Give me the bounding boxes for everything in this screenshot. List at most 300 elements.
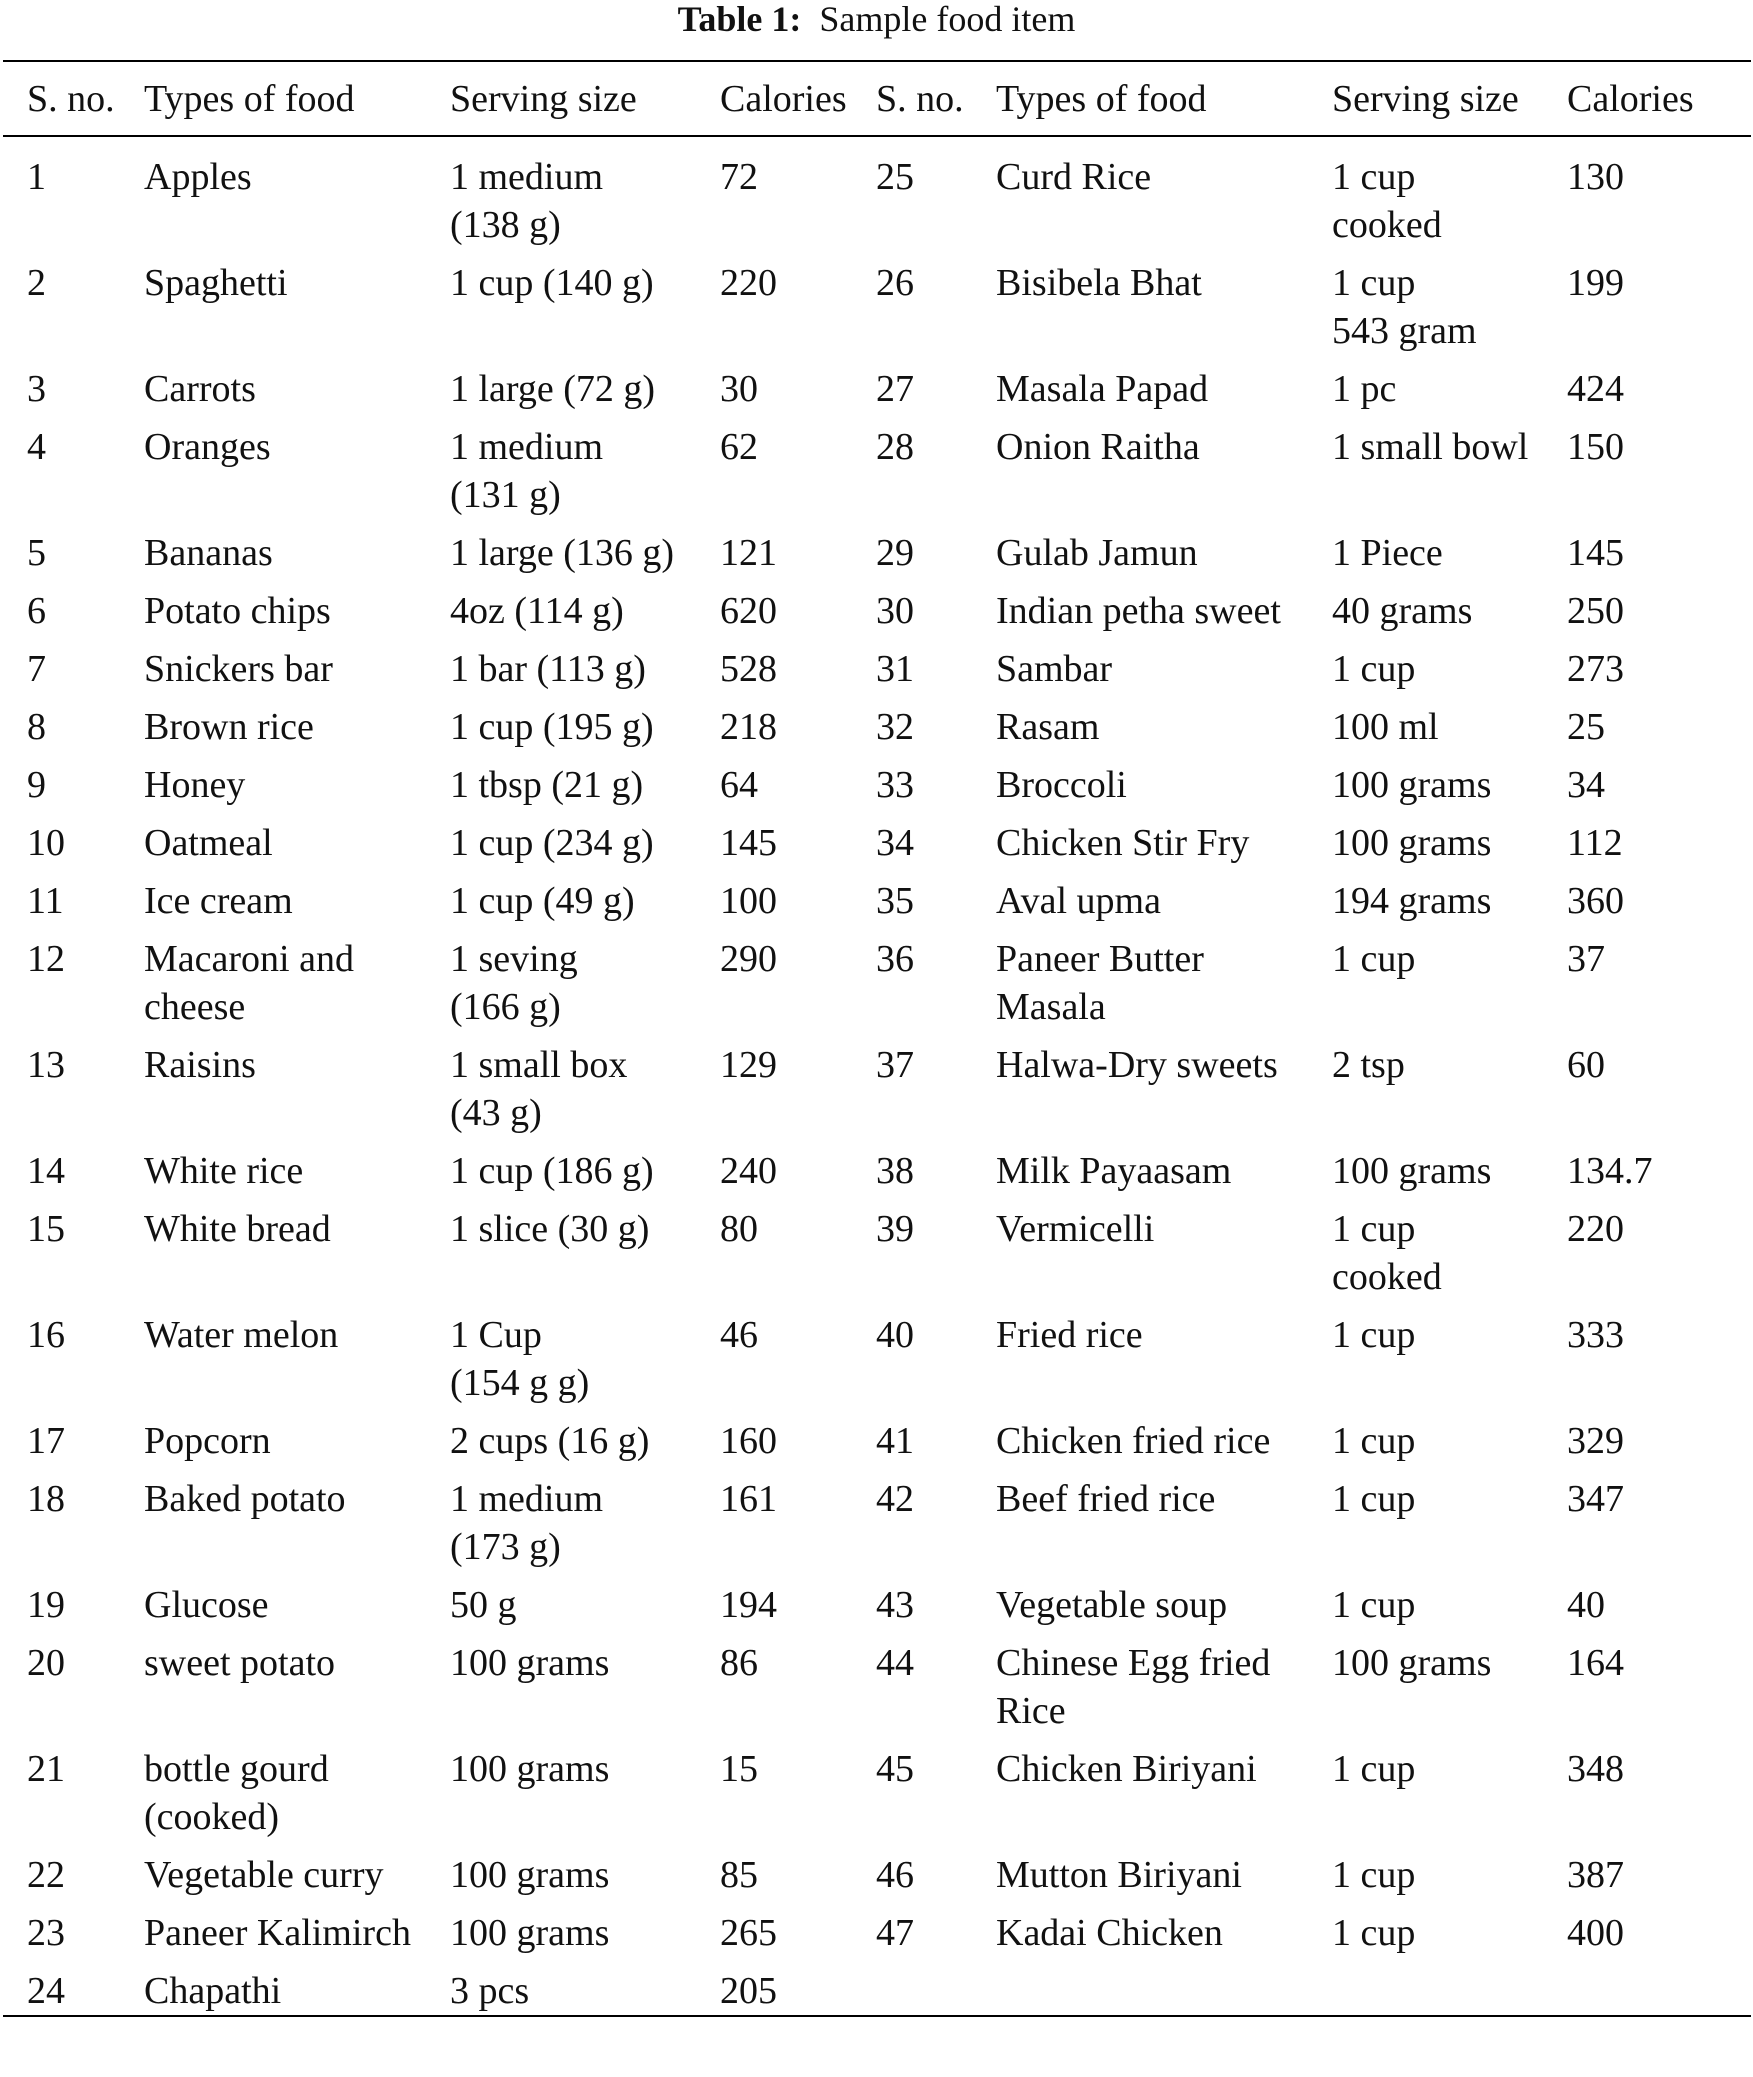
cell-line: 30 bbox=[720, 368, 758, 410]
cell-food-2 bbox=[972, 413, 1308, 519]
cell-line: 46 bbox=[876, 1854, 914, 1896]
cell-line: 14 bbox=[27, 1150, 65, 1192]
cell-calories-2 bbox=[1543, 1195, 1751, 1301]
cell-line: 2 tsp bbox=[1332, 1044, 1405, 1086]
cell-line: Paneer Butter bbox=[996, 938, 1204, 980]
cell-serving bbox=[426, 577, 696, 635]
cell-line: Popcorn bbox=[144, 1420, 271, 1462]
cell-line: 40 bbox=[1567, 1584, 1605, 1626]
cell-food bbox=[120, 1195, 426, 1301]
cell-sno bbox=[3, 413, 120, 519]
cell-calories-2 bbox=[1543, 577, 1751, 635]
cell-line: 85 bbox=[720, 1854, 758, 1896]
cell-line: 20 bbox=[27, 1642, 65, 1684]
cell-sno-2 bbox=[852, 1301, 972, 1407]
cell-sno-2 bbox=[852, 1841, 972, 1899]
cell-line: Aval upma bbox=[996, 880, 1161, 922]
cell-line: 1 cup bbox=[1332, 938, 1416, 980]
cell-line: 16 bbox=[27, 1314, 65, 1356]
cell-line: Vegetable soup bbox=[996, 1584, 1228, 1626]
table-row bbox=[3, 1629, 1751, 1735]
cell-calories bbox=[696, 1735, 852, 1841]
cell-calories bbox=[696, 413, 852, 519]
cell-calories-2 bbox=[1543, 693, 1751, 751]
cell-line: Vegetable curry bbox=[144, 1854, 384, 1896]
cell-line: 1 pc bbox=[1332, 368, 1397, 410]
cell-sno bbox=[3, 1957, 120, 2016]
cell-calories bbox=[696, 1465, 852, 1571]
cell-line: 1 medium bbox=[450, 1478, 604, 1520]
cell-line: 1 seving bbox=[450, 938, 578, 980]
header-serving: Serving size bbox=[450, 77, 637, 120]
cell-line: Halwa-Dry sweets bbox=[996, 1044, 1278, 1086]
cell-line: 1 cup bbox=[1332, 1584, 1416, 1626]
cell-calories bbox=[696, 577, 852, 635]
cell-calories-2 bbox=[1543, 413, 1751, 519]
cell-serving-2 bbox=[1308, 519, 1543, 577]
cell-line: 348 bbox=[1567, 1748, 1624, 1790]
cell-line: 1 cup (140 g) bbox=[450, 262, 654, 304]
cell-food-2 bbox=[972, 809, 1308, 867]
cell-serving-2 bbox=[1308, 693, 1543, 751]
cell-serving bbox=[426, 136, 696, 249]
cell-line: Milk Payaasam bbox=[996, 1150, 1232, 1192]
cell-line: (cooked) bbox=[144, 1796, 280, 1838]
cell-calories bbox=[696, 635, 852, 693]
cell-line: 1 small bowl bbox=[1332, 426, 1529, 468]
cell-calories-2 bbox=[1543, 1465, 1751, 1571]
cell-line: 7 bbox=[27, 648, 46, 690]
cell-line: 64 bbox=[720, 764, 758, 806]
cell-line: (154 g g) bbox=[450, 1362, 590, 1404]
cell-line: 86 bbox=[720, 1642, 758, 1684]
cell-line: Rice bbox=[996, 1690, 1066, 1732]
cell-line: 164 bbox=[1567, 1642, 1624, 1684]
cell-serving bbox=[426, 693, 696, 751]
cell-serving bbox=[426, 1301, 696, 1407]
table-row bbox=[3, 1407, 1751, 1465]
cell-line: 100 grams bbox=[450, 1748, 610, 1790]
cell-serving-2 bbox=[1308, 751, 1543, 809]
cell-food-2 bbox=[972, 1301, 1308, 1407]
table-row bbox=[3, 1031, 1751, 1137]
cell-sno bbox=[3, 519, 120, 577]
cell-food bbox=[120, 1899, 426, 1957]
cell-calories-2 bbox=[1543, 1629, 1751, 1735]
food-table bbox=[3, 60, 1751, 2017]
cell-food bbox=[120, 867, 426, 925]
cell-sno-2 bbox=[852, 136, 972, 249]
cell-line: 36 bbox=[876, 938, 914, 980]
cell-serving-2 bbox=[1308, 1137, 1543, 1195]
cell-calories-2 bbox=[1543, 925, 1751, 1031]
cell-sno bbox=[3, 1407, 120, 1465]
cell-food-2 bbox=[972, 577, 1308, 635]
cell-calories bbox=[696, 693, 852, 751]
cell-line: 15 bbox=[720, 1748, 758, 1790]
cell-line: Bisibela Bhat bbox=[996, 262, 1202, 304]
cell-line: Apples bbox=[144, 156, 252, 198]
cell-calories-2 bbox=[1543, 1031, 1751, 1137]
cell-line: 37 bbox=[876, 1044, 914, 1086]
cell-calories-2 bbox=[1543, 1137, 1751, 1195]
table-row bbox=[3, 249, 1751, 355]
cell-line: 21 bbox=[27, 1748, 65, 1790]
cell-line: 72 bbox=[720, 156, 758, 198]
cell-line: 100 grams bbox=[1332, 764, 1492, 806]
cell-line: Chicken fried rice bbox=[996, 1420, 1271, 1462]
cell-sno-2 bbox=[852, 1465, 972, 1571]
cell-calories bbox=[696, 1571, 852, 1629]
header-serving-2: Serving size bbox=[1332, 77, 1519, 120]
cell-line: Glucose bbox=[144, 1584, 269, 1626]
cell-line: 1 large (72 g) bbox=[450, 368, 656, 410]
cell-serving-2 bbox=[1308, 1031, 1543, 1137]
cell-line: Chicken Stir Fry bbox=[996, 822, 1250, 864]
cell-line: 34 bbox=[876, 822, 914, 864]
cell-line: Indian petha sweet bbox=[996, 590, 1281, 632]
cell-line: Baked potato bbox=[144, 1478, 346, 1520]
cell-line: 6 bbox=[27, 590, 46, 632]
cell-line: 1 cup bbox=[1332, 1478, 1416, 1520]
cell-line: Oranges bbox=[144, 426, 271, 468]
cell-line: cooked bbox=[1332, 204, 1442, 246]
table-row bbox=[3, 925, 1751, 1031]
cell-line: Honey bbox=[144, 764, 246, 806]
cell-food-2 bbox=[972, 136, 1308, 249]
cell-line: 35 bbox=[876, 880, 914, 922]
cell-sno-2 bbox=[852, 1735, 972, 1841]
cell-line: 47 bbox=[876, 1912, 914, 1954]
table-row bbox=[3, 1571, 1751, 1629]
cell-food-2 bbox=[972, 1407, 1308, 1465]
cell-sno bbox=[3, 925, 120, 1031]
cell-serving-2 bbox=[1308, 577, 1543, 635]
cell-food bbox=[120, 519, 426, 577]
cell-line: 26 bbox=[876, 262, 914, 304]
cell-food-2 bbox=[972, 635, 1308, 693]
cell-food bbox=[120, 809, 426, 867]
cell-sno-2 bbox=[852, 1571, 972, 1629]
cell-line: 240 bbox=[720, 1150, 777, 1192]
cell-sno-2 bbox=[852, 925, 972, 1031]
cell-line: Spaghetti bbox=[144, 262, 288, 304]
cell-serving bbox=[426, 1195, 696, 1301]
cell-line: 1 slice (30 g) bbox=[450, 1208, 650, 1250]
cell-line: 62 bbox=[720, 426, 758, 468]
cell-food bbox=[120, 925, 426, 1031]
cell-line: Oatmeal bbox=[144, 822, 273, 864]
caption-label: Table 1: bbox=[677, 0, 802, 39]
cell-line: 528 bbox=[720, 648, 777, 690]
cell-line: 11 bbox=[27, 880, 64, 922]
cell-line: 112 bbox=[1567, 822, 1623, 864]
cell-serving bbox=[426, 1629, 696, 1735]
cell-serving-2 bbox=[1308, 867, 1543, 925]
table-row bbox=[3, 1899, 1751, 1957]
cell-sno bbox=[3, 635, 120, 693]
cell-food bbox=[120, 1957, 426, 2016]
cell-food-2 bbox=[972, 751, 1308, 809]
cell-sno bbox=[3, 1301, 120, 1407]
cell-food bbox=[120, 355, 426, 413]
cell-serving bbox=[426, 1571, 696, 1629]
table-body bbox=[3, 136, 1751, 2016]
cell-line: 333 bbox=[1567, 1314, 1624, 1356]
cell-calories-2 bbox=[1543, 136, 1751, 249]
cell-food-2 bbox=[972, 925, 1308, 1031]
cell-calories bbox=[696, 1301, 852, 1407]
cell-line: Beef fried rice bbox=[996, 1478, 1216, 1520]
cell-line: 160 bbox=[720, 1420, 777, 1462]
cell-food bbox=[120, 413, 426, 519]
cell-food-2 bbox=[972, 1841, 1308, 1899]
cell-serving bbox=[426, 809, 696, 867]
cell-food bbox=[120, 1571, 426, 1629]
cell-line: 27 bbox=[876, 368, 914, 410]
cell-line: 12 bbox=[27, 938, 65, 980]
cell-sno-2 bbox=[852, 751, 972, 809]
table-row bbox=[3, 1137, 1751, 1195]
cell-line: Chapathi bbox=[144, 1970, 282, 2012]
cell-line: 30 bbox=[876, 590, 914, 632]
cell-line: 1 medium bbox=[450, 156, 604, 198]
cell-food bbox=[120, 751, 426, 809]
cell-line: Sambar bbox=[996, 648, 1113, 690]
cell-sno bbox=[3, 577, 120, 635]
cell-food bbox=[120, 136, 426, 249]
cell-calories-2 bbox=[1543, 519, 1751, 577]
cell-line: 22 bbox=[27, 1854, 65, 1896]
cell-food-2 bbox=[972, 1629, 1308, 1735]
cell-calories bbox=[696, 1031, 852, 1137]
cell-line: 29 bbox=[876, 532, 914, 574]
cell-calories-2 bbox=[1543, 867, 1751, 925]
cell-serving bbox=[426, 867, 696, 925]
table-row bbox=[3, 867, 1751, 925]
cell-sno bbox=[3, 1031, 120, 1137]
table-row bbox=[3, 519, 1751, 577]
header-calories: Calories bbox=[720, 77, 847, 120]
cell-line: 1 cup bbox=[1332, 1314, 1416, 1356]
cell-food-2 bbox=[972, 1957, 1308, 2016]
cell-serving-2 bbox=[1308, 1407, 1543, 1465]
cell-calories bbox=[696, 751, 852, 809]
cell-sno-2 bbox=[852, 1957, 972, 2016]
cell-line: 45 bbox=[876, 1748, 914, 1790]
cell-line: 121 bbox=[720, 532, 777, 574]
cell-calories bbox=[696, 1841, 852, 1899]
cell-line: 4oz (114 g) bbox=[450, 590, 624, 632]
cell-sno bbox=[3, 1735, 120, 1841]
cell-line: 265 bbox=[720, 1912, 777, 1954]
cell-line: Bananas bbox=[144, 532, 273, 574]
cell-sno bbox=[3, 136, 120, 249]
cell-calories-2 bbox=[1543, 1957, 1751, 2016]
cell-line: 1 large (136 g) bbox=[450, 532, 675, 574]
cell-food bbox=[120, 1629, 426, 1735]
cell-line: Masala bbox=[996, 986, 1106, 1028]
cell-food-2 bbox=[972, 1031, 1308, 1137]
cell-calories bbox=[696, 1957, 852, 2016]
cell-sno bbox=[3, 355, 120, 413]
cell-calories-2 bbox=[1543, 1571, 1751, 1629]
cell-line: 100 grams bbox=[450, 1854, 610, 1896]
cell-line: 273 bbox=[1567, 648, 1624, 690]
cell-serving-2 bbox=[1308, 1899, 1543, 1957]
cell-food-2 bbox=[972, 1195, 1308, 1301]
table-row bbox=[3, 1195, 1751, 1301]
cell-line: 100 grams bbox=[450, 1642, 610, 1684]
cell-food-2 bbox=[972, 1465, 1308, 1571]
cell-serving bbox=[426, 1735, 696, 1841]
table-row bbox=[3, 355, 1751, 413]
cell-food bbox=[120, 577, 426, 635]
cell-line: 40 grams bbox=[1332, 590, 1473, 632]
cell-calories-2 bbox=[1543, 809, 1751, 867]
cell-calories-2 bbox=[1543, 1735, 1751, 1841]
cell-serving-2 bbox=[1308, 1735, 1543, 1841]
cell-line: 25 bbox=[876, 156, 914, 198]
cell-line: Ice cream bbox=[144, 880, 293, 922]
cell-calories bbox=[696, 136, 852, 249]
cell-line: sweet potato bbox=[144, 1642, 336, 1684]
cell-line: 2 bbox=[27, 262, 46, 304]
cell-line: 44 bbox=[876, 1642, 914, 1684]
cell-line: 134.7 bbox=[1567, 1150, 1653, 1192]
cell-line: White bread bbox=[144, 1208, 331, 1250]
cell-serving bbox=[426, 1899, 696, 1957]
cell-line: Masala Papad bbox=[996, 368, 1209, 410]
cell-line: 1 cup bbox=[1332, 1912, 1416, 1954]
cell-food bbox=[120, 635, 426, 693]
cell-sno-2 bbox=[852, 249, 972, 355]
cell-serving-2 bbox=[1308, 1465, 1543, 1571]
cell-food bbox=[120, 1301, 426, 1407]
cell-sno bbox=[3, 1841, 120, 1899]
cell-line: 40 bbox=[876, 1314, 914, 1356]
cell-line: 4 bbox=[27, 426, 46, 468]
cell-line: 1 Cup bbox=[450, 1314, 542, 1356]
cell-food-2 bbox=[972, 249, 1308, 355]
cell-line: 220 bbox=[1567, 1208, 1624, 1250]
cell-line: 32 bbox=[876, 706, 914, 748]
cell-line: Kadai Chicken bbox=[996, 1912, 1223, 1954]
cell-line: (43 g) bbox=[450, 1092, 542, 1134]
cell-line: 130 bbox=[1567, 156, 1624, 198]
cell-line: cooked bbox=[1332, 1256, 1442, 1298]
table-row bbox=[3, 751, 1751, 809]
cell-line: 194 bbox=[720, 1584, 777, 1626]
cell-serving bbox=[426, 1031, 696, 1137]
cell-line: 3 pcs bbox=[450, 1970, 530, 2012]
table-row bbox=[3, 577, 1751, 635]
cell-line: 347 bbox=[1567, 1478, 1624, 1520]
cell-food-2 bbox=[972, 867, 1308, 925]
cell-serving bbox=[426, 249, 696, 355]
table-caption bbox=[0, 0, 1753, 38]
cell-serving bbox=[426, 1407, 696, 1465]
cell-line: bottle gourd bbox=[144, 1748, 329, 1790]
cell-food bbox=[120, 693, 426, 751]
cell-line: 18 bbox=[27, 1478, 65, 1520]
table-row bbox=[3, 1841, 1751, 1899]
cell-line: 42 bbox=[876, 1478, 914, 1520]
cell-serving-2 bbox=[1308, 1195, 1543, 1301]
cell-line: 360 bbox=[1567, 880, 1624, 922]
cell-line: 41 bbox=[876, 1420, 914, 1462]
cell-line: 145 bbox=[1567, 532, 1624, 574]
cell-line: Potato chips bbox=[144, 590, 331, 632]
cell-line: 1 cup (186 g) bbox=[450, 1150, 654, 1192]
cell-serving bbox=[426, 1957, 696, 2016]
cell-line: (166 g) bbox=[450, 986, 561, 1028]
cell-food bbox=[120, 1137, 426, 1195]
cell-line: Snickers bar bbox=[144, 648, 333, 690]
cell-line: Fried rice bbox=[996, 1314, 1143, 1356]
cell-serving-2 bbox=[1308, 1957, 1543, 2016]
cell-line: 3 bbox=[27, 368, 46, 410]
cell-sno bbox=[3, 1465, 120, 1571]
cell-line: 1 Piece bbox=[1332, 532, 1443, 574]
cell-calories-2 bbox=[1543, 1301, 1751, 1407]
cell-sno-2 bbox=[852, 693, 972, 751]
cell-calories-2 bbox=[1543, 1407, 1751, 1465]
cell-line: Brown rice bbox=[144, 706, 314, 748]
cell-sno bbox=[3, 751, 120, 809]
cell-calories bbox=[696, 1629, 852, 1735]
cell-line: 9 bbox=[27, 764, 46, 806]
cell-sno bbox=[3, 693, 120, 751]
cell-line: 620 bbox=[720, 590, 777, 632]
table-row bbox=[3, 1301, 1751, 1407]
cell-line: 205 bbox=[720, 1970, 777, 2012]
cell-line: Water melon bbox=[144, 1314, 339, 1356]
cell-sno-2 bbox=[852, 635, 972, 693]
cell-serving bbox=[426, 925, 696, 1031]
cell-food-2 bbox=[972, 519, 1308, 577]
cell-food-2 bbox=[972, 355, 1308, 413]
cell-calories bbox=[696, 867, 852, 925]
header-food: Types of food bbox=[144, 77, 355, 120]
cell-serving-2 bbox=[1308, 1571, 1543, 1629]
cell-line: 145 bbox=[720, 822, 777, 864]
cell-sno-2 bbox=[852, 413, 972, 519]
cell-line: 37 bbox=[1567, 938, 1605, 980]
cell-line: Broccoli bbox=[996, 764, 1127, 806]
cell-line: 5 bbox=[27, 532, 46, 574]
cell-food-2 bbox=[972, 1735, 1308, 1841]
cell-food bbox=[120, 1031, 426, 1137]
cell-line: 424 bbox=[1567, 368, 1624, 410]
cell-line: 1 bar (113 g) bbox=[450, 648, 646, 690]
table-row bbox=[3, 809, 1751, 867]
table-row bbox=[3, 1735, 1751, 1841]
cell-line: Curd Rice bbox=[996, 156, 1152, 198]
cell-line: cheese bbox=[144, 986, 246, 1028]
cell-line: 1 cup (49 g) bbox=[450, 880, 635, 922]
cell-line: Rasam bbox=[996, 706, 1100, 748]
cell-sno-2 bbox=[852, 809, 972, 867]
cell-calories bbox=[696, 809, 852, 867]
cell-line: 38 bbox=[876, 1150, 914, 1192]
cell-food bbox=[120, 1407, 426, 1465]
cell-line: (131 g) bbox=[450, 474, 561, 516]
cell-line: (173 g) bbox=[450, 1526, 561, 1568]
cell-line: Raisins bbox=[144, 1044, 256, 1086]
cell-calories-2 bbox=[1543, 355, 1751, 413]
cell-serving bbox=[426, 1841, 696, 1899]
